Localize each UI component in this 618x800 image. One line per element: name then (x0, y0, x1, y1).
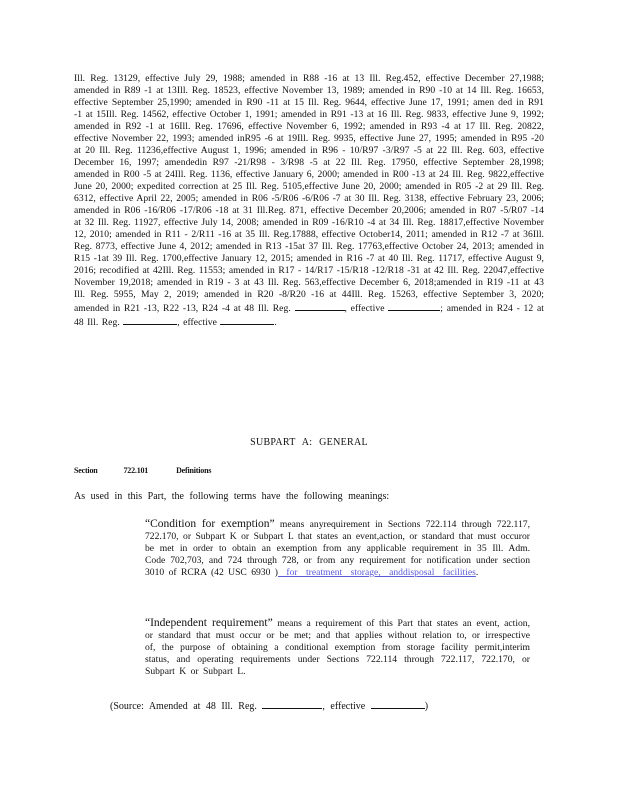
history-line: December 27,1988; amended in R89 -1 at 13Ill. Reg. 18523, effective November 13, 1989; (74, 73, 544, 96)
section-number: 722.101 (123, 466, 149, 475)
definition-condition-for-exemption (145, 518, 530, 579)
history-line: December 20,2006; amended in R07 -5/R07 -14 at 32 Ill. Reg. 11927, effective July 14, 2008; (74, 205, 544, 228)
history-line: 2013; amended in R15 -1at 39 Ill. Reg. 1700,effective January 12, 2015; amended in R16 -7 at (74, 241, 544, 264)
intro-text: As used in this Part, the following terms have the following meanings: (74, 491, 390, 502)
source-note (110, 699, 428, 712)
section-title: Definitions (176, 466, 212, 475)
history-line: Ill. Reg. 6312, effective April 22, 2005; amended in R06 -5/R06 -6/R06 -7 at 30 Ill. Reg. 3138, (74, 181, 544, 204)
section-label: Section (74, 466, 98, 475)
source-note-mid: , effective (322, 701, 366, 712)
history-final-line-end: . (274, 317, 277, 328)
history-line: amended in R90 -10 at 14 Ill. Reg. 16653, effective September 25,1990; amended in R90 -11 at (74, 85, 544, 108)
history-line: 2/R11 -16 at 35 Ill. Reg.17888, effective October14, 2011; amended in R12 -7 at 36Ill. Reg. (74, 229, 544, 252)
source-note-pre: (Source: Amended at 48 Ill. Reg. (110, 701, 257, 712)
subpart-heading: SUBPART A: GENERAL (250, 437, 368, 448)
history-line: 14/R17 -15/R18 -12/R18 -31 at 42 Ill. Reg. 22047,effective November 19,2018; amended in R19 - (74, 265, 544, 288)
history-line: R92 -1 at 16Ill. Reg. 17696, effective November 6, 1992; amended in R93 -4 at 17 Ill. Reg. (125, 121, 518, 132)
history-final-line-pre: 12 at 48 Ill. Reg. (74, 303, 544, 328)
history-last-line-pre: in R21 -13, R22 -13, R24 -4 at 48 Ill. Reg. (112, 303, 291, 314)
definition-body: means anyrequirement in Sections 722.114 through 722.117, 722.170, or Subpart K or Subpart L that states an event,action, or standard that must occuror be met in order to obtain an exemption from any applicable requirement in 35 Ill. Adm. Code 702,703, and 724 through 728, or from any requirement for notification under section 3010 of RCRA (42 USC 6930 ) (145, 519, 530, 578)
history-line: Ill. Reg. 13129, effective July 29, 1988; amended in R88 -16 at 13 Ill. Reg.452, effective (74, 73, 465, 84)
history-last-line-mid1: , effective (344, 303, 385, 314)
history-last-line-mid2: ; amended in R24 - (440, 303, 520, 314)
history-line: 10/R97 -3/R97 -5 at 22 Ill. Reg. 603, effective December 16, 1997; amendedin R97 -21/R98 - (74, 145, 544, 168)
definition-end: . (475, 567, 479, 578)
blank-line (295, 301, 345, 311)
history-text (74, 73, 544, 314)
history-line: 20822, effective November 22, 1993; amended inR95 -6 at 19Ill. Reg. 9935, effective June 27, (74, 121, 545, 144)
history-line: 3/R98 -5 at 22 Ill. Reg. 17950, effective September 28,1998; amended in R00 -5 at 24Ill. Reg. (74, 157, 544, 180)
history-line: October 1, 1991; amended in R91 -13 at 16 Ill. Reg. 9833, effective June 9, 1992; amended in (74, 109, 544, 132)
source-note-end: ) (424, 701, 429, 712)
history-line: 15 Ill. Reg. 9644, effective June 17, 1991; amen ded in R91 -1 at 15Ill. Reg. 14562, effective (74, 97, 544, 120)
definition-body: means a requirement of this Part that states an event, action, or standard that must occur or be met; and that applies without relation to, or irrespective of, the purpose of obtaining a conditional exemption from storage facility permit,interim status, and operating requirements under Sections 722.114 through 722.117, 722.170, or Subpart K or Subpart L. (145, 618, 531, 677)
history-line: effective February 23, 2006; amended in R06 -16/R06 -17/R06 -18 at 31 Ill.Reg. 871, effective (74, 193, 544, 216)
history-line: 2, 2019; amended in R20 -8/R20 -16 at 44Ill. Reg. 15263, effective September 3, 2020; amended (74, 289, 545, 314)
history-line: 40 Ill. Reg. 11717, effective August 9, 2016; recodified at 42Ill. Reg. 11553; amended in R17 - (74, 253, 545, 276)
history-line: 2000; expedited correction at 25 Ill. Reg. 5105,effective June 20, 2000; amended in R05 -2 at 29 (111, 181, 512, 192)
definition-term: “Independent requirement” (145, 617, 273, 629)
definition-link[interactable]: for treatment storage, anddisposal facilities (278, 567, 476, 578)
definition-term: “Condition for exemption” (145, 518, 275, 530)
history-line: 3 at 43 Ill. Reg. 563,effective December 6, 2018;amended in R19 -11 at 43 Ill. Reg. 5955, May (74, 277, 544, 300)
history-line: amended in R09 -16/R10 -4 at 34 Ill. Reg. 18817,effective November 12, 2010; amended in R11 - (74, 217, 544, 240)
section-heading (74, 466, 211, 475)
definition-independent-requirement (145, 617, 530, 678)
blank-line (220, 315, 274, 325)
blank-line (388, 301, 440, 311)
history-line: 8773, effective June 4, 2012; amended in R13 -15at 37 Ill. Reg. 17763,effective October 24, (95, 241, 473, 252)
history-final-line-mid: , effective (177, 317, 217, 328)
history-line: 1995; amended in R95 -20 at 20 Ill. Reg. 11236,effective August 1, 1996; amended in R96 - (74, 133, 544, 156)
history-line: 1136, effective January 6, 2000; amended in R00 -13 at 24 Ill. Reg. 9822,effective June 20, (74, 169, 544, 192)
source-history-paragraph (74, 73, 544, 329)
blank-line (371, 699, 425, 709)
blank-line (123, 315, 177, 325)
blank-line (262, 699, 322, 709)
